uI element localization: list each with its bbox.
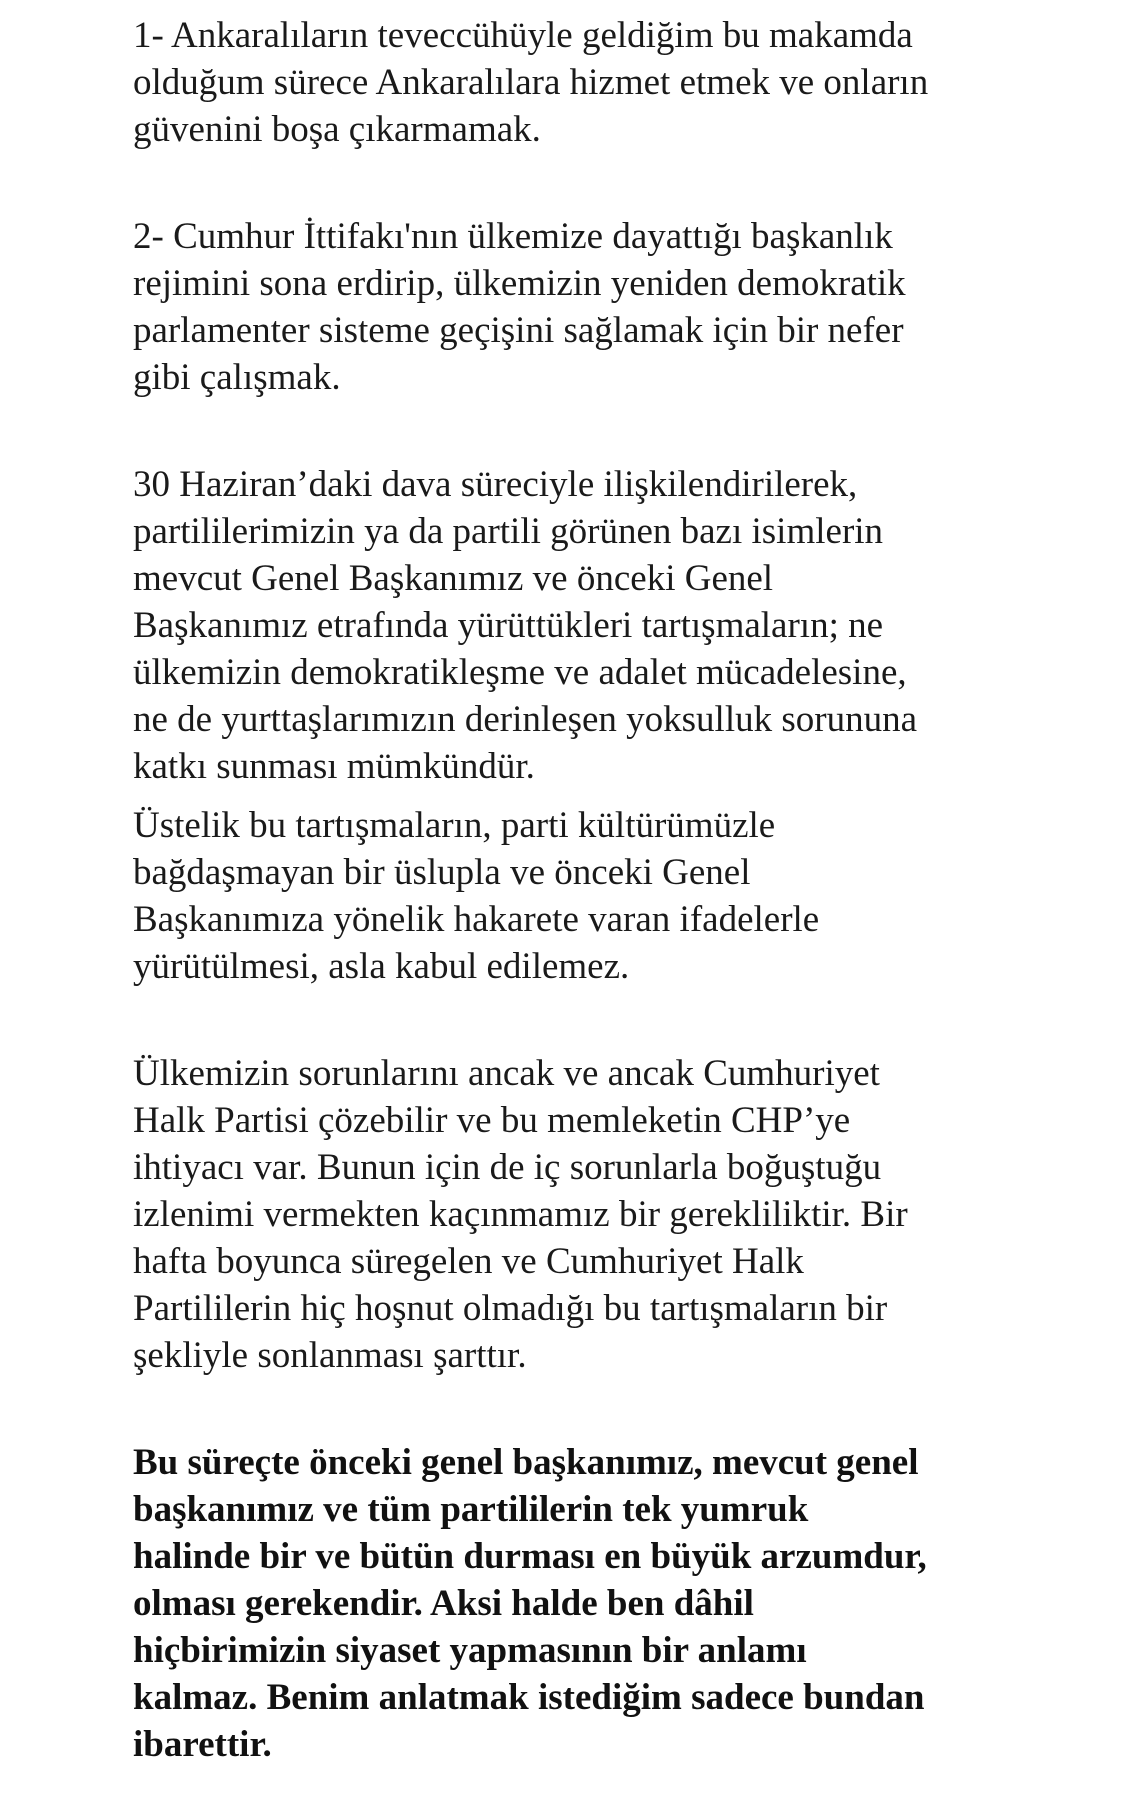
text-line: ülkemizin demokratikleşme ve adalet mücadelesine, [133, 652, 907, 693]
paragraph-spacer [133, 990, 1013, 1050]
text-line: izlenimi vermekten kaçınmamız bir gerekliliktir. Bir [133, 1194, 908, 1235]
paragraph-uslup [133, 802, 1013, 990]
text-line: Bu süreçte önceki genel başkanımız, mevcut genel [133, 1442, 919, 1483]
text-line: katkı sunması mümkündür. [133, 746, 535, 787]
text-line: güvenini boşa çıkarmamak. [133, 109, 541, 150]
paragraph-closing-bold [133, 1439, 1013, 1768]
text-line: mevcut Genel Başkanımız ve önceki Genel [133, 558, 774, 599]
text-line: Partililerin hiç hoşnut olmadığı bu tartışmaların bir [133, 1288, 888, 1329]
text-line: şekliyle sonlanması şarttır. [133, 1335, 527, 1376]
text-line: halinde bir ve bütün durması en büyük arzumdur, [133, 1536, 927, 1577]
document-body [133, 12, 1013, 1768]
text-line: 30 Haziran’daki dava süreciyle ilişkilendirilerek, [133, 464, 858, 505]
text-line: olması gerekendir. Aksi halde ben dâhil [133, 1583, 754, 1624]
text-line: rejimini sona erdirip, ülkemizin yeniden demokratik [133, 263, 906, 304]
paragraph-spacer [133, 790, 1013, 802]
text-line: Başkanımıza yönelik hakarete varan ifadelerle [133, 899, 820, 940]
paragraph-spacer [133, 401, 1013, 461]
text-line: parlamenter sisteme geçişini sağlamak için bir nefer [133, 310, 904, 351]
paragraph-item-1 [133, 12, 1013, 153]
paragraph-item-2 [133, 213, 1013, 401]
text-line: ibarettir. [133, 1724, 272, 1765]
text-line: partililerimizin ya da partili görünen bazı isimlerin [133, 511, 884, 552]
text-line: ihtiyacı var. Bunun için de iç sorunlarla boğuştuğu [133, 1147, 882, 1188]
text-line: yürütülmesi, asla kabul edilemez. [133, 946, 630, 987]
text-line: ne de yurttaşlarımızın derinleşen yoksulluk sorununa [133, 699, 918, 740]
text-line: gibi çalışmak. [133, 357, 341, 398]
text-line: Halk Partisi çözebilir ve bu memleketin CHP’ye [133, 1100, 851, 1141]
text-line: hiçbirimizin siyaset yapmasının bir anlamı [133, 1630, 807, 1671]
paragraph-spacer [133, 153, 1013, 213]
paragraph-sorunlar [133, 1050, 1013, 1379]
text-line: olduğum sürece Ankaralılara hizmet etmek ve onların [133, 62, 929, 103]
text-line: hafta boyunca süregelen ve Cumhuriyet Halk [133, 1241, 804, 1282]
text-line: 2- Cumhur İttifakı'nın ülkemize dayattığı başkanlık [133, 216, 893, 257]
text-line: Ülkemizin sorunlarını ancak ve ancak Cumhuriyet [133, 1053, 880, 1094]
paragraph-dava-sureci [133, 461, 1013, 790]
text-line: Başkanımız etrafında yürüttükleri tartışmaların; ne [133, 605, 884, 646]
paragraph-spacer [133, 1379, 1013, 1439]
text-line: bağdaşmayan bir üslupla ve önceki Genel [133, 852, 751, 893]
text-line: kalmaz. Benim anlatmak istediğim sadece bundan [133, 1677, 925, 1718]
text-line: 1- Ankaralıların teveccühüyle geldiğim bu makamda [133, 15, 913, 56]
text-line: başkanımız ve tüm partililerin tek yumruk [133, 1489, 809, 1530]
text-line: Üstelik bu tartışmaların, parti kültürümüzle [133, 805, 776, 846]
